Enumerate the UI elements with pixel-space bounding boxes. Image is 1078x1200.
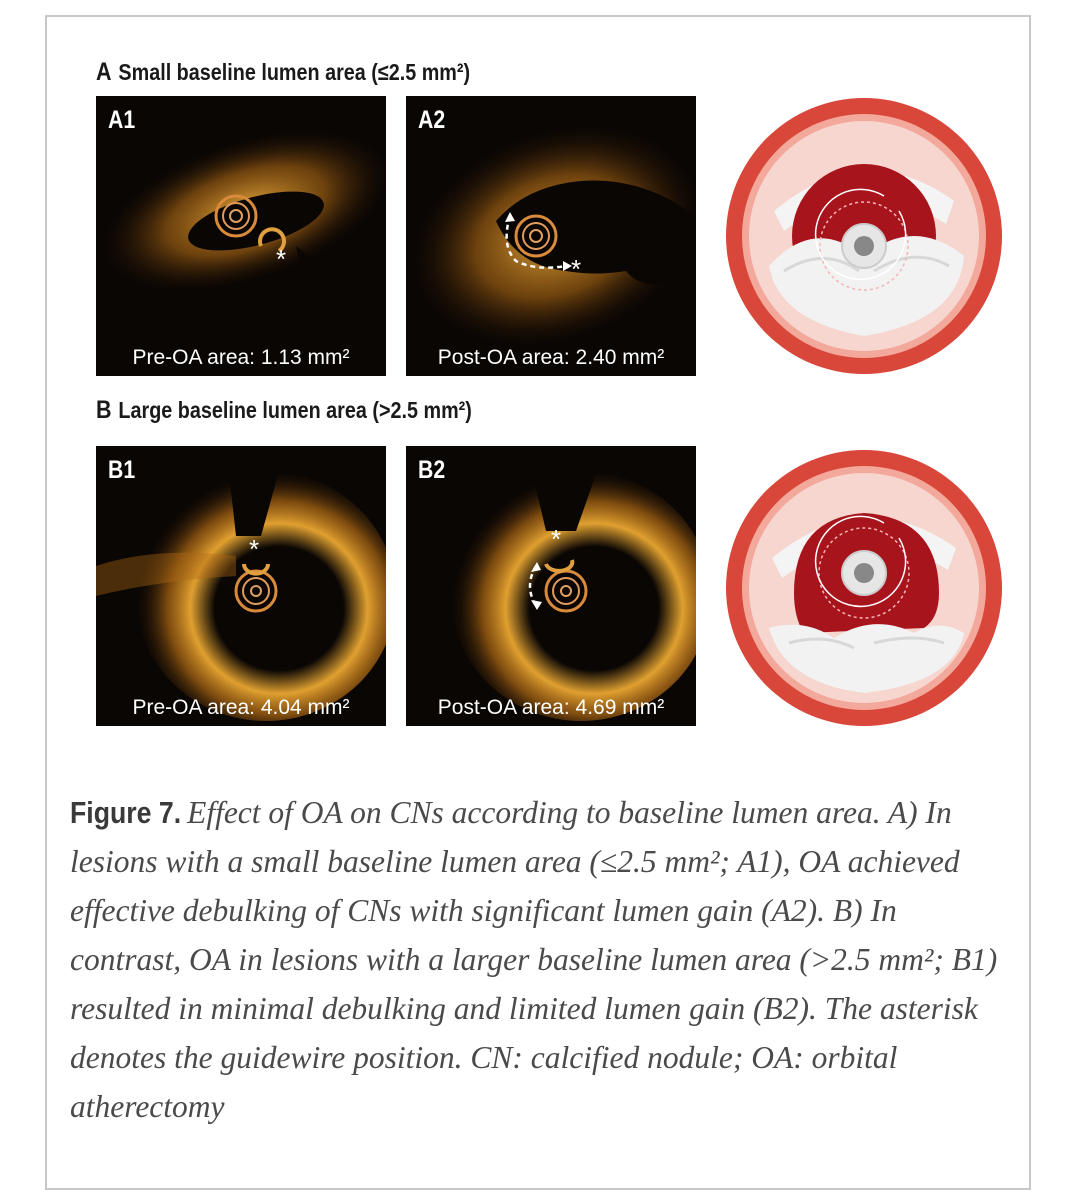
section-a-letter: A [96, 58, 112, 86]
guidewire-marker-a1: * [276, 244, 287, 274]
panel-a1-area: Pre-OA area: 1.13 mm² [132, 346, 350, 369]
panel-a2 [406, 96, 696, 376]
panel-b2-area: Post-OA area: 4.69 mm² [437, 696, 665, 719]
vessel-illustration-a [724, 96, 1004, 376]
oct-image-b1 [96, 446, 386, 726]
panel-a1-label: A1 [108, 106, 136, 134]
caption-label: Figure 7. [70, 795, 182, 830]
panel-b2 [406, 446, 696, 726]
oct-image-a2 [406, 96, 696, 376]
oct-image-b2 [406, 446, 696, 726]
guidewire-marker-a2: * [571, 254, 582, 284]
figure-caption [70, 788, 1015, 1131]
panel-b2-label: B2 [418, 456, 446, 484]
section-a-title [96, 58, 470, 87]
panel-b1-area: Pre-OA area: 4.04 mm² [132, 696, 350, 719]
vessel-illustration-b [724, 448, 1004, 728]
section-b-title [96, 396, 472, 425]
panel-b1 [96, 446, 386, 726]
panel-a2-area: Post-OA area: 2.40 mm² [437, 346, 665, 369]
section-b-letter: B [96, 396, 112, 424]
guidewire-marker-b1: * [249, 534, 260, 564]
oct-image-a1 [96, 96, 386, 376]
section-b-text: Large baseline lumen area (>2.5 mm²) [118, 397, 472, 423]
panel-b1-label: B1 [108, 456, 136, 484]
panel-a1 [96, 96, 386, 376]
panel-a2-label: A2 [418, 106, 446, 134]
section-a-text: Small baseline lumen area (≤2.5 mm²) [118, 59, 471, 85]
caption-text: Effect of OA on CNs according to baseline lumen area. A) In lesions with a small baseline lumen area (≤2.5 mm²; A1), OA achieved effective debulking of CNs with significant lumen gain (A2). B) In contrast, OA in lesions with a larger baseline lumen area (>2.5 mm²; B1) resulted in minimal debulking and limited lumen gain (B2). The asterisk denotes the guidewire position. CN: calcified nodule; OA: orbital atherectomy [70, 795, 998, 1124]
guidewire-marker-b2: * [551, 524, 562, 554]
